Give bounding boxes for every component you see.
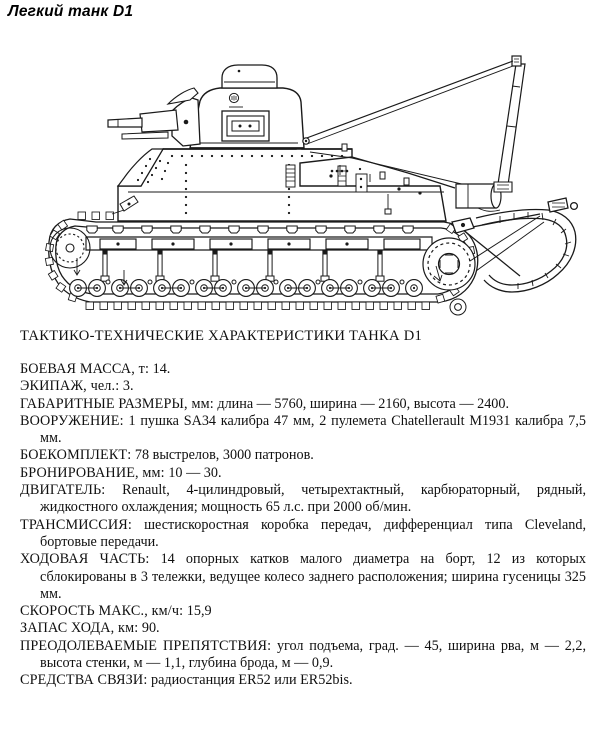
- spec-value: угол подъема, град. — 45, ширина рва, м — 2,2, высота стенки, м — 1,1, глубина брода, м — 0,9.: [40, 637, 586, 672]
- spec-value: 90.: [138, 620, 160, 637]
- spec-label: ПРЕОДОЛЕВАЕМЫЕ ПРЕПЯТСТВИЯ:: [20, 637, 272, 654]
- turret: [190, 65, 304, 148]
- spec-line: [20, 603, 586, 620]
- spec-label: БОЕКОМПЛЕКТ:: [20, 447, 132, 464]
- spec-value: 14 опорных катков малого диаметра на борт, 12 из которых сблокированы в 3 тележки, ведущее колесо заднего расположения; ширина гусеницы 325 мм.: [40, 551, 587, 602]
- spec-line: [20, 361, 586, 378]
- spec-value: радиостанция ER52 или ER52bis.: [147, 672, 353, 689]
- spec-label: СКОРОСТЬ МАКС., км/ч:: [20, 603, 184, 620]
- spec-value: 78 выстрелов, 3000 патронов.: [131, 447, 314, 464]
- spec-value: Renault, 4-цилиндровый, четырехтактный, карбюраторный, рядный, жидкостного охлаждения; мощность 65 л.с. при 2000 об/мин.: [40, 482, 586, 516]
- spec-line: [20, 378, 586, 395]
- spec-value: 10 — 30.: [164, 464, 222, 481]
- spec-line: [20, 517, 586, 552]
- spec-label: ХОДОВАЯ ЧАСТЬ:: [20, 551, 150, 568]
- spec-value: 15,9: [183, 603, 212, 620]
- spec-line: [20, 413, 586, 448]
- tank-illustration: [0, 26, 600, 326]
- spec-label: ДВИГАТЕЛЬ:: [20, 482, 106, 499]
- spec-line: [20, 551, 586, 603]
- mast-base-bracket: [494, 182, 512, 192]
- suspension-assembly: [86, 237, 432, 250]
- spec-heading: ТАКТИКО-ТЕХНИЧЕСКИЕ ХАРАКТЕРИСТИКИ ТАНКА D1: [20, 328, 423, 344]
- spec-label: ГАБАРИТНЫЕ РАЗМЕРЫ, мм:: [20, 395, 214, 412]
- spec-label: ЗАПАС ХОДА, км:: [20, 620, 139, 637]
- spec-line: [20, 672, 586, 689]
- tank-side-view-drawing: [0, 26, 600, 326]
- antenna-assembly: [303, 56, 525, 186]
- spec-line: [20, 396, 586, 413]
- spec-line: [20, 482, 586, 517]
- spec-line: [20, 465, 586, 482]
- spec-value: 1 пушка SA34 калибра 47 мм, 2 пулемета Chatellerault M1931 калибра 7,5 мм.: [40, 412, 586, 447]
- spec-line: [20, 447, 586, 464]
- spec-label: СРЕДСТВА СВЯЗИ:: [20, 672, 148, 689]
- spec-label: ВООРУЖЕНИЕ:: [20, 412, 124, 429]
- spec-value: шестискоростная коробка передач, дифференциал типа Cleveland, бортовые передачи.: [40, 516, 586, 550]
- spec-value: 3.: [119, 378, 134, 395]
- suspension-springs: [101, 250, 384, 281]
- return-roller-brackets: [87, 226, 413, 233]
- spec-value: 14.: [149, 361, 171, 377]
- spec-label: ТРАНСМИССИЯ:: [20, 516, 132, 533]
- spec-value: длина — 5760, ширина — 2160, высота — 2400.: [213, 395, 510, 412]
- spec-label: БОЕВАЯ МАССА, т:: [20, 361, 150, 377]
- page-title: Легкий танк D1: [8, 3, 134, 20]
- spec-label: БРОНИРОВАНИЕ, мм:: [20, 464, 165, 481]
- specifications-block: [20, 328, 586, 690]
- spec-list: [20, 361, 586, 690]
- drive-sprocket: [423, 238, 475, 290]
- spec-label: ЭКИПАЖ, чел.:: [20, 378, 120, 395]
- spec-line: [20, 638, 586, 673]
- spec-line: [20, 620, 586, 637]
- drive-sprocket-hub: [450, 299, 466, 315]
- main-gun: [108, 88, 200, 146]
